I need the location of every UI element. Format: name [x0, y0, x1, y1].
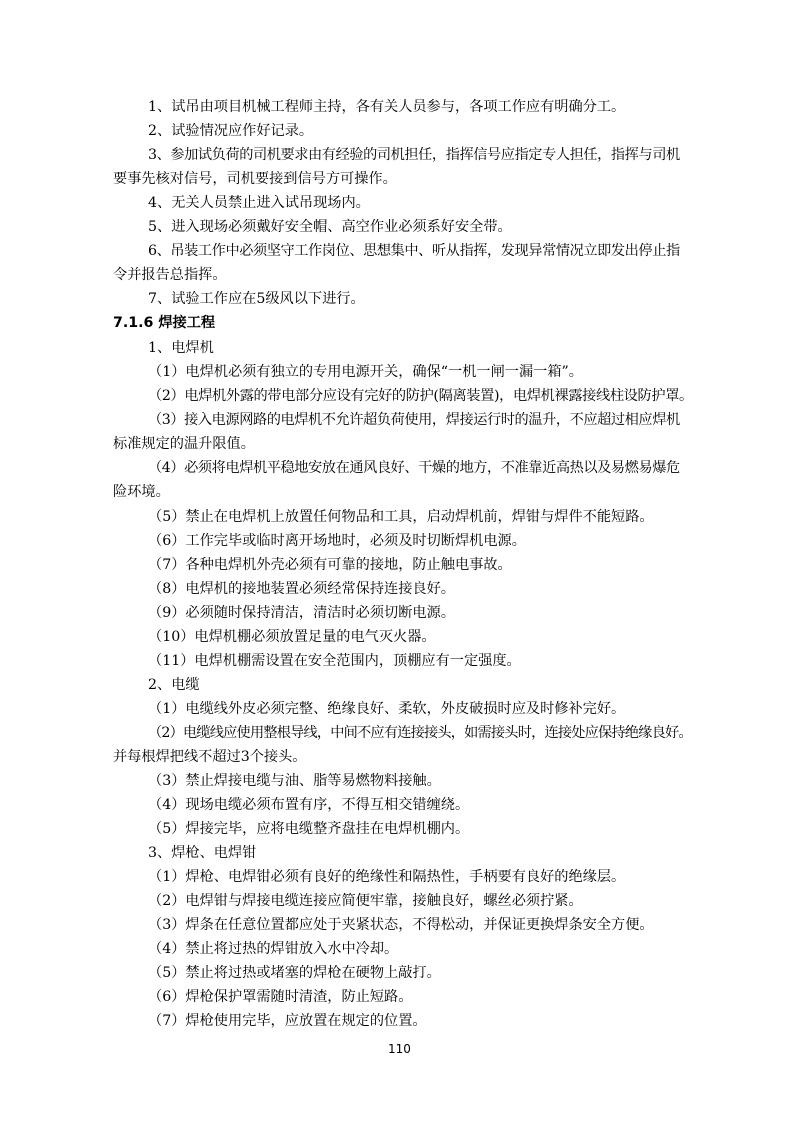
- text-line: 6、吊装工作中必须坚守工作岗位、思想集中、听从指挥，发现异常情况立即发出停止指: [148, 243, 680, 259]
- text-line: （6）焊枪保护罩需随时清渣，防止短路。: [148, 989, 413, 1005]
- text-line: （3）接入电源网路的电焊机不允许超负荷使用，焊接运行时的温升，不应超过相应焊机: [148, 412, 680, 428]
- text-line: （6）工作完毕或临时离开场地时，必须及时切断焊机电源。: [148, 533, 526, 549]
- text-line: 1、电焊机: [148, 340, 214, 356]
- text-line: （4）禁止将过热的焊钳放入水中冷却。: [148, 941, 399, 957]
- text-line: （3）禁止焊接电缆与油、脂等易燃物料接触。: [148, 773, 441, 789]
- text-line: （4）必须将电焊机平稳地安放在通风良好、干燥的地方，不准靠近高热以及易燃易爆危: [148, 460, 680, 476]
- text-line: 4、无关人员禁止进入试吊现场内。: [148, 195, 370, 211]
- text-line: （1）电缆线外皮必须完整、绝缘良好、柔软，外皮破损时应及时修补完好。: [148, 701, 626, 717]
- page-number: 110: [388, 1042, 411, 1056]
- text-line: （2）电焊机外露的带电部分应设有完好的防护(隔离装置)，电焊机裸露接线柱设防护罩。: [148, 388, 693, 404]
- text-line: （5）禁止在电焊机上放置任何物品和工具，启动焊机前，焊钳与焊件不能短路。: [148, 509, 654, 525]
- text-line: （5）焊接完毕，应将电缆整齐盘挂在电焊机棚内。: [148, 821, 470, 837]
- text-line: （3）焊条在任意位置都应处于夹紧状态，不得松动，并保证更换焊条安全方便。: [148, 917, 654, 933]
- text-line: （2）电焊钳与焊接电缆连接应简便牢靠，接触良好，螺丝必须拧紧。: [148, 893, 583, 909]
- text-line: （1）电焊机必须有独立的专用电源开关，确保“一机一闸一漏一箱”。: [148, 364, 583, 380]
- text-line: （4）现场电缆必须布置有序，不得互相交错缠绕。: [148, 797, 470, 813]
- text-line: 1、试吊由项目机械工程师主持，各有关人员参与，各项工作应有明确分工。: [148, 99, 626, 115]
- text-line: （7）焊枪使用完毕，应放置在规定的位置。: [148, 1013, 427, 1029]
- text-line: 7、试验工作应在5级风以下进行。: [148, 291, 365, 307]
- text-line: （11）电焊机棚需设置在安全范围内，顶棚应有一定强度。: [148, 653, 521, 669]
- text-line: （10）电焊机棚必须放置足量的电气灭火器。: [148, 629, 436, 645]
- text-line: 3、焊枪、电焊钳: [148, 845, 257, 861]
- text-line: 3、参加试负荷的司机要求由有经验的司机担任，指挥信号应指定专人担任，指挥与司机: [148, 147, 680, 163]
- text-line: 2、试验情况应作好记录。: [148, 123, 314, 139]
- text-line: （2）电缆线应使用整根导线，中间不应有连接接头，如需接头时，连接处应保持绝缘良好。: [148, 725, 692, 741]
- text-line: （8）电焊机的接地装置必须经常保持连接良好。: [148, 581, 455, 597]
- text-line: 并每根焊把线不超过3个接头。: [113, 749, 307, 765]
- text-line: （1）焊枪、电焊钳必须有良好的绝缘性和隔热性，手柄要有良好的绝缘层。: [148, 869, 626, 885]
- text-line: 标准规定的温升限值。: [113, 436, 255, 452]
- text-line: 险环境。: [113, 484, 170, 500]
- text-line: 令并报告总指挥。: [113, 267, 227, 283]
- section-heading: 7.1.6 焊接工程: [113, 315, 216, 331]
- text-line: 要事先核对信号，司机要接到信号方可操作。: [113, 171, 397, 187]
- text-line: 5、进入现场必须戴好安全帽、高空作业必须系好安全带。: [148, 219, 512, 235]
- text-line: 2、电缆: [148, 677, 200, 693]
- text-line: （7）各种电焊机外壳必须有可靠的接地，防止触电事故。: [148, 557, 512, 573]
- text-line: （5）禁止将过热或堵塞的焊枪在硬物上敲打。: [148, 965, 441, 981]
- text-line: （9）必须随时保持清洁，清洁时必须切断电源。: [148, 605, 455, 621]
